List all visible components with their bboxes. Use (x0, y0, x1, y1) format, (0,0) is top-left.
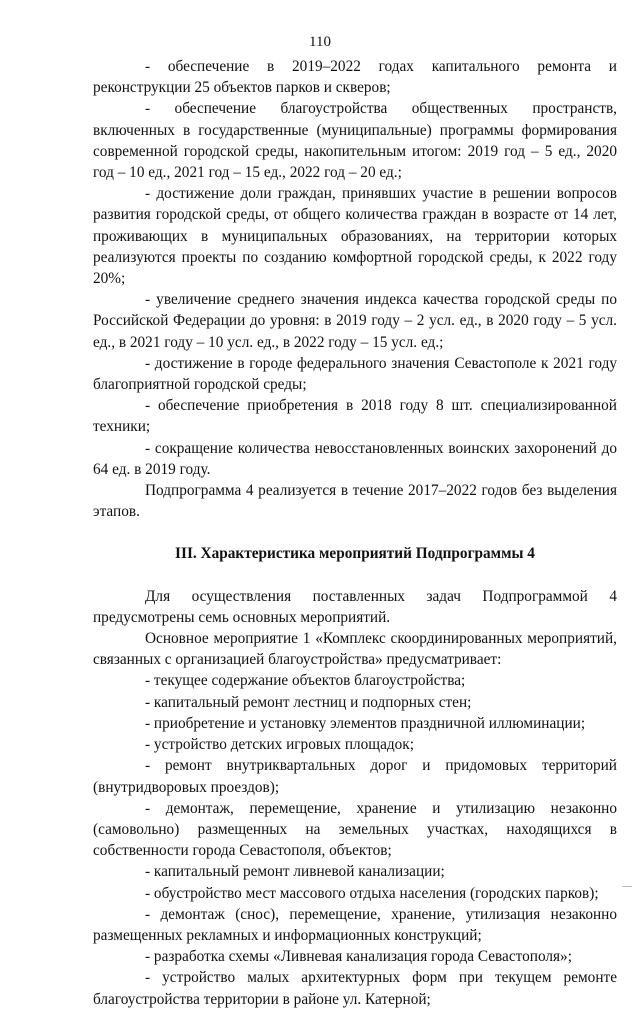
paragraph: - сокращение количества невосстановленных воинских захоронений до 64 ед. в 2019 году. (93, 439, 617, 478)
list-item: - демонтаж (снос), перемещение, хранение, утилизация незаконно размещенных рекламных и информационных конструкций; (93, 905, 617, 944)
list-item: - текущее содержание объектов благоустройства; (145, 672, 466, 690)
list-item: - капитальный ремонт ливневой канализации; (145, 863, 445, 881)
paragraph: - достижение доли граждан, принявших участие в решении вопросов развития городской среды, от общего количества граждан в возрасте от 14 лет, проживающих в муниципальных образованиях, на территории которых реализуются проекты по созданию комфортной городской среды, к 2022 году 20%; (93, 185, 617, 288)
paragraph: Для осуществления поставленных задач Подпрограммой 4 предусмотрены семь основных мероприятий. (93, 587, 617, 626)
paragraph: - увеличение среднего значения индекса качества городской среды по Российской Федерации до уровня: в 2019 году – 2 усл. ед., в 2020 году – 5 усл. ед., в 2021 году – 10 усл. ед., в 2022 году – 15 усл. ед.; (93, 291, 617, 351)
paragraph: - обеспечение благоустройства общественных пространств, включенных в государственные (муниципальные) программы формирования современной городской среды, накопительным итогом: 2019 год – 5 ед., 2020 год – 10 ед., 2021 год – 15 ед., 2022 год – 20 ед.; (93, 100, 617, 182)
list-item: - разработка схемы «Ливневая канализация города Севастополя»; (145, 948, 572, 966)
paragraph: - достижение в городе федерального значения Севастополе к 2021 году благоприятной городской среды; (93, 354, 617, 394)
paragraph: Основное мероприятие 1 «Комплекс скоординированных мероприятий, связанных с организацией благоустройства» предусматривает: (93, 630, 617, 669)
list-item: - ремонт внутриквартальных дорог и придомовых территорий (внутридворовых проездов); (93, 757, 617, 796)
list-item: - обустройство мест массового отдыха населения (городских парков); (145, 884, 599, 902)
paragraph: - обеспечение приобретения в 2018 году 8 шт. специализированной техники; (93, 397, 617, 436)
scan-artifact-mark (622, 886, 632, 887)
page-number: 110 (309, 34, 331, 50)
list-item: - устройство малых архитектурных форм при текущем ремонте благоустройства территории в районе ул. Катерной; (93, 969, 617, 1008)
list-item: - устройство детских игровых площадок; (145, 736, 414, 754)
list-item: - приобретение и установку элементов праздничной иллюминации; (145, 714, 586, 732)
list-item: - демонтаж, перемещение, хранение и утилизацию незаконно (самовольно) размещенных на земельных участках, находящихся в собственности города Севастополя, объектов; (93, 799, 617, 860)
document-body (93, 56, 617, 1010)
list-item: - капитальный ремонт лестниц и подпорных стен; (145, 693, 472, 711)
section-heading: III. Характеристика мероприятий Подпрограммы 4 (175, 545, 535, 563)
paragraph: Подпрограмма 4 реализуется в течение 2017–2022 годов без выделения этапов. (93, 482, 617, 521)
paragraph: - обеспечение в 2019–2022 годах капитального ремонта и реконструкции 25 объектов парков и скверов; (93, 58, 617, 97)
